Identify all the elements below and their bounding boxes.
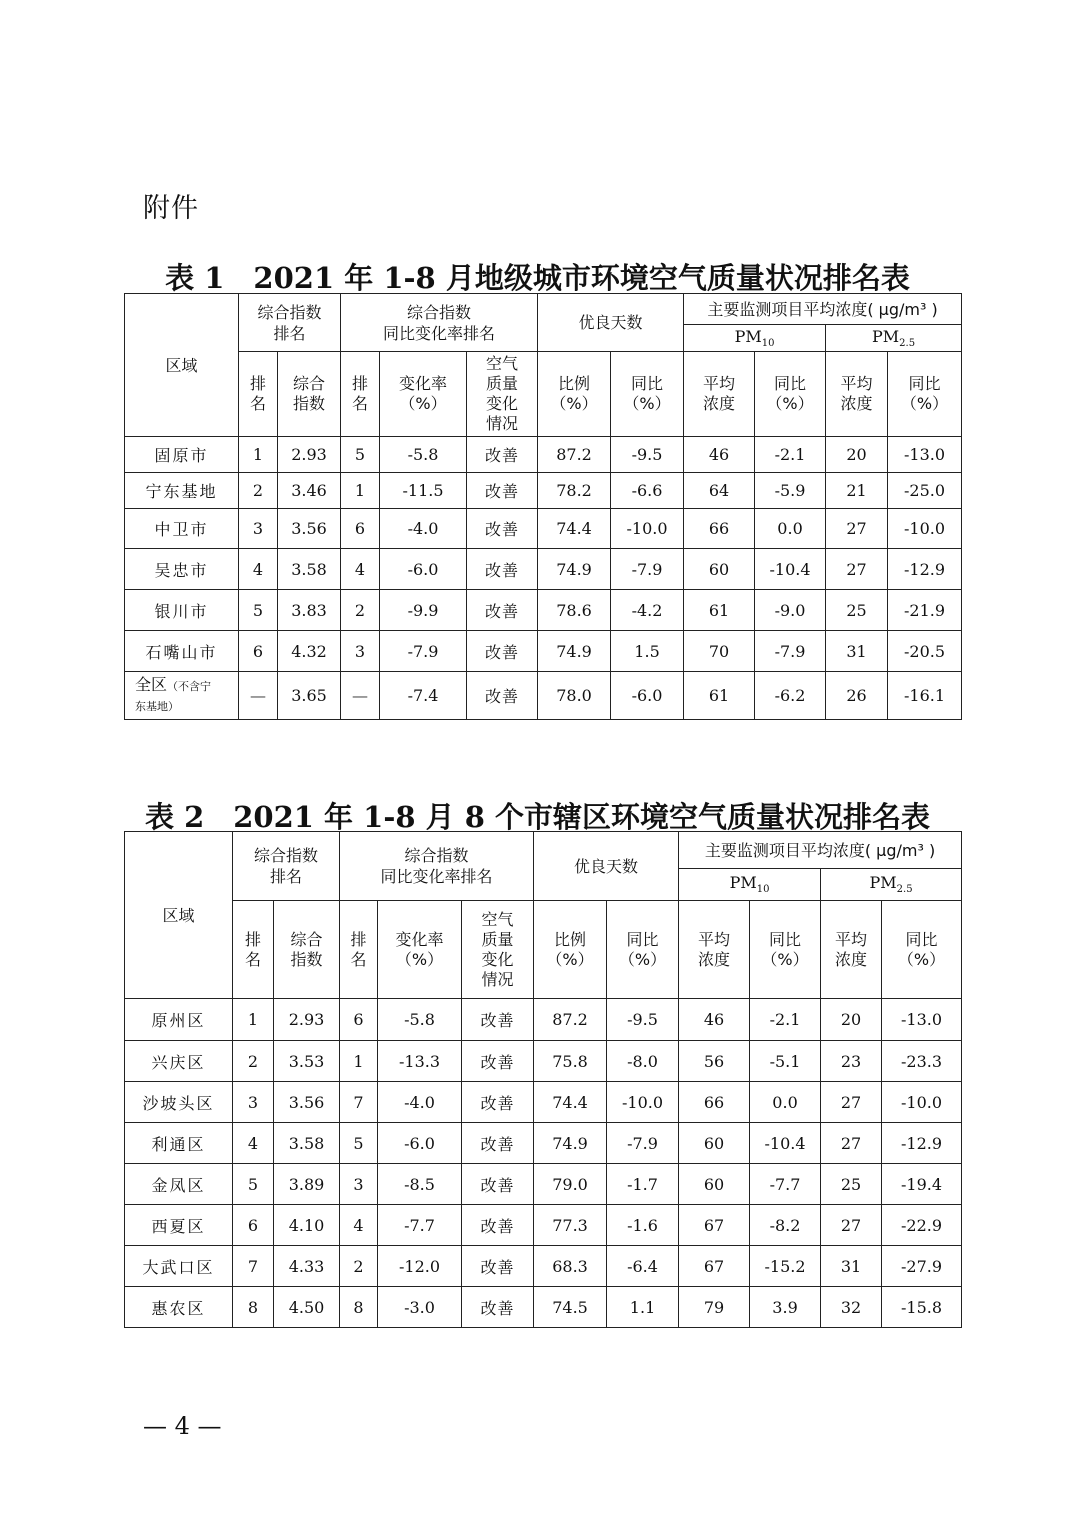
cell-rank: 6 — [239, 631, 278, 672]
cell-pm25: 32 — [821, 1287, 882, 1328]
header-pm10: $PM_{10}$ — [679, 869, 821, 901]
cell-index: 3.56 — [278, 509, 341, 549]
cell-change-rank: 1 — [341, 473, 380, 509]
cell-region: 银川市 — [125, 590, 239, 631]
cell-ratio: 68.3 — [534, 1246, 607, 1287]
cell-status: 改善 — [467, 549, 538, 590]
cell-change-rate: -13.3 — [378, 1041, 462, 1082]
header-pm25-avg: 平均 浓度 — [826, 352, 888, 437]
cell-region: 兴庆区 — [125, 1041, 233, 1082]
cell-pm10: 67 — [679, 1246, 750, 1287]
header-composite-index: 综合 指数 — [278, 352, 341, 437]
cell-ratio-yoy: -10.0 — [611, 509, 684, 549]
cell-pm25: 27 — [821, 1205, 882, 1246]
cell-pm25-yoy: -16.1 — [888, 672, 962, 720]
cell-change-rank: 7 — [340, 1082, 378, 1123]
cell-pm10: 60 — [684, 549, 755, 590]
cell-status: 改善 — [462, 1082, 534, 1123]
cell-rank: 2 — [233, 1041, 274, 1082]
cell-status: 改善 — [467, 437, 538, 473]
cell-ratio-yoy: -9.5 — [607, 999, 679, 1041]
cell-change-rate: -5.8 — [380, 437, 467, 473]
cell-pm10-yoy: -7.9 — [755, 631, 826, 672]
cell-region: 惠农区 — [125, 1287, 233, 1328]
cell-change-rank: 3 — [340, 1164, 378, 1205]
table-row — [125, 999, 962, 1041]
cell-rank: 4 — [239, 549, 278, 590]
cell-ratio: 75.8 — [534, 1041, 607, 1082]
cell-pm25: 21 — [826, 473, 888, 509]
cell-region: 金凤区 — [125, 1164, 233, 1205]
attachment-label: 附件 — [143, 193, 199, 224]
table-row — [125, 1205, 962, 1246]
cell-ratio-yoy: -10.0 — [607, 1082, 679, 1123]
cell-pm10: 67 — [679, 1205, 750, 1246]
table-row — [125, 549, 962, 590]
cell-region-total: 全区（不含宁 东基地） — [125, 672, 239, 720]
cell-change-rank: 4 — [341, 549, 380, 590]
table1-title: 表 1 2021 年 1-8 月地级城市环境空气质量状况排名表 — [165, 261, 910, 295]
cell-rank: 8 — [233, 1287, 274, 1328]
cell-ratio-yoy: -4.2 — [611, 590, 684, 631]
cell-ratio-yoy: -7.9 — [607, 1123, 679, 1164]
cell-pm10-yoy: -15.2 — [750, 1246, 821, 1287]
cell-status: 改善 — [467, 631, 538, 672]
cell-ratio-yoy: -7.9 — [611, 549, 684, 590]
cell-rank: 5 — [233, 1164, 274, 1205]
header-pollutant-group: 主要监测项目平均浓度( μg/m³ ) — [679, 832, 962, 869]
header-pm25-yoy: 同比 （%） — [888, 352, 962, 437]
cell-status: 改善 — [462, 1164, 534, 1205]
cell-pm25: 31 — [826, 631, 888, 672]
cell-region: 原州区 — [125, 999, 233, 1041]
header-pm10: $PM_{10}$ — [684, 325, 826, 352]
cell-pm10-yoy: -10.4 — [755, 549, 826, 590]
cell-pm10: 70 — [684, 631, 755, 672]
cell-region: 利通区 — [125, 1123, 233, 1164]
table-row — [125, 1123, 962, 1164]
cell-region: 吴忠市 — [125, 549, 239, 590]
cell-ratio-yoy: -8.0 — [607, 1041, 679, 1082]
cell-pm25-yoy: -12.9 — [882, 1123, 962, 1164]
cell-change-rate: -6.0 — [380, 549, 467, 590]
cell-status: 改善 — [462, 1041, 534, 1082]
cell-region: 宁东基地 — [125, 473, 239, 509]
cell-ratio: 74.9 — [538, 631, 611, 672]
cell-rank: 3 — [239, 509, 278, 549]
cell-pm10-yoy: -5.9 — [755, 473, 826, 509]
header-change-rank: 排 名 — [341, 352, 380, 437]
cell-index: 2.93 — [274, 999, 340, 1041]
header-pm25-avg: 平均 浓度 — [821, 901, 882, 999]
header-change-rank-group: 综合指数 同比变化率排名 — [340, 832, 534, 901]
header-region: 区域 — [125, 832, 233, 999]
cell-pm10-yoy: 3.9 — [750, 1287, 821, 1328]
header-pollutant-group: 主要监测项目平均浓度( μg/m³ ) — [684, 294, 962, 325]
cell-pm25-yoy: -19.4 — [882, 1164, 962, 1205]
cell-change-rank: 2 — [340, 1246, 378, 1287]
cell-change-rate: -4.0 — [378, 1082, 462, 1123]
cell-pm25-yoy: -12.9 — [888, 549, 962, 590]
cell-pm10: 60 — [679, 1123, 750, 1164]
cell-pm25: 27 — [821, 1123, 882, 1164]
header-pm25: $PM_{2.5}$ — [826, 325, 962, 352]
cell-index: 3.83 — [278, 590, 341, 631]
cell-pm25: 20 — [821, 999, 882, 1041]
cell-pm10-yoy: -10.4 — [750, 1123, 821, 1164]
cell-region: 沙坡头区 — [125, 1082, 233, 1123]
cell-pm25-yoy: -13.0 — [882, 999, 962, 1041]
header-pm25-yoy: 同比 （%） — [882, 901, 962, 999]
table-row — [125, 1287, 962, 1328]
cell-pm10-yoy: -5.1 — [750, 1041, 821, 1082]
header-air-quality-change: 空气 质量 变化 情况 — [462, 901, 534, 999]
table-row — [125, 631, 962, 672]
cell-region: 中卫市 — [125, 509, 239, 549]
cell-index: 3.65 — [278, 672, 341, 720]
cell-change-rate: -7.9 — [380, 631, 467, 672]
cell-pm10-yoy: -7.7 — [750, 1164, 821, 1205]
cell-change-rank: 2 — [341, 590, 380, 631]
cell-status: 改善 — [462, 1246, 534, 1287]
cell-pm10: 46 — [684, 437, 755, 473]
cell-change-rate: -9.9 — [380, 590, 467, 631]
cell-pm25-yoy: -21.9 — [888, 590, 962, 631]
header-pm10-avg: 平均 浓度 — [679, 901, 750, 999]
cell-rank: 6 — [233, 1205, 274, 1246]
cell-ratio: 74.9 — [538, 549, 611, 590]
cell-rank: 7 — [233, 1246, 274, 1287]
header-composite-rank-group: 综合指数 排名 — [233, 832, 340, 901]
cell-change-rate: -12.0 — [378, 1246, 462, 1287]
table2-title: 表 2 2021 年 1-8 月 8 个市辖区环境空气质量状况排名表 — [144, 800, 931, 834]
cell-ratio: 87.2 — [538, 437, 611, 473]
cell-index: 3.56 — [274, 1082, 340, 1123]
cell-pm25-yoy: -22.9 — [882, 1205, 962, 1246]
cell-status: 改善 — [462, 1287, 534, 1328]
header-pm25: $PM_{2.5}$ — [821, 869, 962, 901]
cell-index: 4.10 — [274, 1205, 340, 1246]
cell-ratio: 78.0 — [538, 672, 611, 720]
cell-pm25: 26 — [826, 672, 888, 720]
header-rank: 排 名 — [239, 352, 278, 437]
cell-pm25: 23 — [821, 1041, 882, 1082]
cell-ratio-yoy: -1.7 — [607, 1164, 679, 1205]
header-region: 区域 — [125, 294, 239, 437]
cell-ratio-yoy: -1.6 — [607, 1205, 679, 1246]
cell-pm10-yoy: -2.1 — [750, 999, 821, 1041]
table1-body — [125, 437, 962, 720]
cell-rank: 5 — [239, 590, 278, 631]
header-composite-rank-group: 综合指数 排名 — [239, 294, 341, 352]
header-ratio: 比例 （%） — [538, 352, 611, 437]
cell-status: 改善 — [462, 999, 534, 1041]
page-number: — 4 — — [143, 1412, 222, 1440]
cell-status: 改善 — [462, 1205, 534, 1246]
cell-ratio: 74.4 — [538, 509, 611, 549]
cell-change-rank: 3 — [341, 631, 380, 672]
cell-pm10-yoy: 0.0 — [750, 1082, 821, 1123]
cell-status: 改善 — [467, 509, 538, 549]
cell-pm25-yoy: -27.9 — [882, 1246, 962, 1287]
cell-region: 石嘴山市 — [125, 631, 239, 672]
cell-index: 3.46 — [278, 473, 341, 509]
cell-rank: 1 — [233, 999, 274, 1041]
cell-ratio-yoy: -6.4 — [607, 1246, 679, 1287]
header-change-rank-group: 综合指数 同比变化率排名 — [341, 294, 538, 352]
header-change-rate: 变化率 （%） — [378, 901, 462, 999]
cell-rank: 4 — [233, 1123, 274, 1164]
cell-ratio: 87.2 — [534, 999, 607, 1041]
cell-region: 固原市 — [125, 437, 239, 473]
cell-ratio-yoy: -9.5 — [611, 437, 684, 473]
cell-ratio: 78.2 — [538, 473, 611, 509]
cell-region: 大武口区 — [125, 1246, 233, 1287]
cell-pm25-yoy: -15.8 — [882, 1287, 962, 1328]
header-ratio: 比例 （%） — [534, 901, 607, 999]
table-row — [125, 473, 962, 509]
cell-pm10: 56 — [679, 1041, 750, 1082]
cell-pm10-yoy: -9.0 — [755, 590, 826, 631]
cell-index: 3.53 — [274, 1041, 340, 1082]
cell-pm25-yoy: -10.0 — [882, 1082, 962, 1123]
cell-pm25: 27 — [821, 1082, 882, 1123]
header-pm10-yoy: 同比 （%） — [750, 901, 821, 999]
cell-pm10-yoy: -6.2 — [755, 672, 826, 720]
cell-change-rate: -6.0 — [378, 1123, 462, 1164]
cell-change-rate: -5.8 — [378, 999, 462, 1041]
cell-pm10: 61 — [684, 672, 755, 720]
cell-ratio: 74.5 — [534, 1287, 607, 1328]
cell-pm10: 46 — [679, 999, 750, 1041]
table-row — [125, 437, 962, 473]
cell-change-rank: 8 — [340, 1287, 378, 1328]
cell-index: 3.58 — [278, 549, 341, 590]
cell-pm10: 66 — [684, 509, 755, 549]
cell-pm10-yoy: -2.1 — [755, 437, 826, 473]
cell-change-rank: 5 — [341, 437, 380, 473]
cell-pm25-yoy: -23.3 — [882, 1041, 962, 1082]
cell-pm10: 66 — [679, 1082, 750, 1123]
cell-pm25: 27 — [826, 509, 888, 549]
cell-pm25: 20 — [826, 437, 888, 473]
cell-index: 4.33 — [274, 1246, 340, 1287]
cell-pm10-yoy: 0.0 — [755, 509, 826, 549]
table-row — [125, 509, 962, 549]
cell-index: 4.50 — [274, 1287, 340, 1328]
cell-pm25-yoy: -20.5 — [888, 631, 962, 672]
cell-index: 2.93 — [278, 437, 341, 473]
header-change-rate: 变化率 （%） — [380, 352, 467, 437]
cell-change-rank: 1 — [340, 1041, 378, 1082]
cell-change-rank: — — [341, 672, 380, 720]
cell-ratio-yoy: 1.5 — [611, 631, 684, 672]
cell-rank: — — [239, 672, 278, 720]
table-row — [125, 1164, 962, 1205]
cell-status: 改善 — [467, 473, 538, 509]
cell-pm10: 79 — [679, 1287, 750, 1328]
cell-change-rate: -8.5 — [378, 1164, 462, 1205]
table2-body — [125, 999, 962, 1328]
cell-ratio: 74.4 — [534, 1082, 607, 1123]
cell-rank: 1 — [239, 437, 278, 473]
cell-pm10: 64 — [684, 473, 755, 509]
cell-status: 改善 — [467, 672, 538, 720]
cell-change-rank: 5 — [340, 1123, 378, 1164]
cell-ratio: 74.9 — [534, 1123, 607, 1164]
header-change-rank: 排 名 — [340, 901, 378, 999]
table1 — [124, 293, 962, 720]
table-row — [125, 590, 962, 631]
cell-change-rank: 6 — [341, 509, 380, 549]
cell-ratio: 78.6 — [538, 590, 611, 631]
cell-status: 改善 — [467, 590, 538, 631]
cell-ratio: 77.3 — [534, 1205, 607, 1246]
cell-pm10: 60 — [679, 1164, 750, 1205]
cell-region: 西夏区 — [125, 1205, 233, 1246]
cell-change-rate: -11.5 — [380, 473, 467, 509]
cell-index: 3.89 — [274, 1164, 340, 1205]
cell-change-rate: -4.0 — [380, 509, 467, 549]
header-pm10-yoy: 同比 （%） — [755, 352, 826, 437]
cell-change-rank: 4 — [340, 1205, 378, 1246]
table-row — [125, 1041, 962, 1082]
table2 — [124, 831, 962, 1328]
cell-change-rate: -7.7 — [378, 1205, 462, 1246]
cell-status: 改善 — [462, 1123, 534, 1164]
header-good-days: 优良天数 — [538, 294, 684, 352]
header-ratio-yoy: 同比 （%） — [607, 901, 679, 999]
cell-change-rank: 6 — [340, 999, 378, 1041]
cell-pm25-yoy: -13.0 — [888, 437, 962, 473]
cell-rank: 3 — [233, 1082, 274, 1123]
cell-pm25: 31 — [821, 1246, 882, 1287]
cell-pm25: 27 — [826, 549, 888, 590]
cell-pm10-yoy: -8.2 — [750, 1205, 821, 1246]
cell-change-rate: -3.0 — [378, 1287, 462, 1328]
header-composite-index: 综合 指数 — [274, 901, 340, 999]
header-rank: 排 名 — [233, 901, 274, 999]
header-good-days: 优良天数 — [534, 832, 679, 901]
cell-rank: 2 — [239, 473, 278, 509]
cell-pm10: 61 — [684, 590, 755, 631]
cell-ratio-yoy: -6.6 — [611, 473, 684, 509]
header-pm10-avg: 平均 浓度 — [684, 352, 755, 437]
cell-pm25: 25 — [826, 590, 888, 631]
table-row — [125, 1246, 962, 1287]
table-row — [125, 1082, 962, 1123]
cell-ratio-yoy: -6.0 — [611, 672, 684, 720]
cell-pm25-yoy: -25.0 — [888, 473, 962, 509]
cell-ratio-yoy: 1.1 — [607, 1287, 679, 1328]
header-air-quality-change: 空气 质量 变化 情况 — [467, 352, 538, 437]
cell-ratio: 79.0 — [534, 1164, 607, 1205]
cell-pm25-yoy: -10.0 — [888, 509, 962, 549]
cell-index: 3.58 — [274, 1123, 340, 1164]
cell-change-rate: -7.4 — [380, 672, 467, 720]
header-ratio-yoy: 同比 （%） — [611, 352, 684, 437]
cell-index: 4.32 — [278, 631, 341, 672]
cell-pm25: 25 — [821, 1164, 882, 1205]
table-row-total — [125, 672, 962, 720]
